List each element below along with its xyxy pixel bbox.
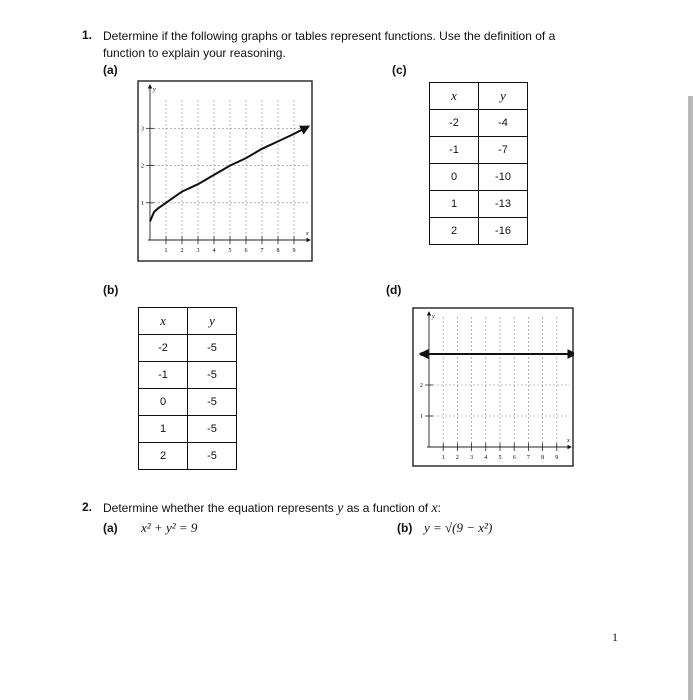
- table-c-cell-x: 1: [430, 191, 479, 218]
- question-2-text-end: :: [437, 501, 442, 515]
- table-c-row: [430, 137, 528, 164]
- vertical-scrollbar[interactable]: [688, 96, 693, 700]
- graph-d-x-tick-label: 1: [441, 455, 445, 461]
- graph-d-y-tick-label: 2: [420, 383, 423, 389]
- table-b-row: [139, 362, 237, 389]
- table-b-cell-y: -5: [188, 443, 237, 470]
- graph-d-x-tick-label: 4: [484, 455, 488, 461]
- q2-part-a-label: (a): [103, 521, 118, 535]
- table-c-row: [430, 191, 528, 218]
- table-b-cell-x: 1: [139, 416, 188, 443]
- graph-a-y-axis-label: y: [153, 87, 156, 93]
- table-c-row: [430, 110, 528, 137]
- question-2-number: 2.: [82, 500, 93, 514]
- question-2-text-mid: as a function of: [346, 501, 429, 515]
- table-b-cell-y: -5: [188, 362, 237, 389]
- question-2-var-x: x: [431, 501, 438, 516]
- part-c-label: (c): [392, 63, 407, 77]
- table-b-cell-x: -2: [139, 335, 188, 362]
- table-c: [429, 82, 528, 245]
- table-b-cell-y: -5: [188, 335, 237, 362]
- graph-a-x-tick-label: 2: [180, 248, 184, 254]
- graph-a-x-tick-label: 8: [276, 248, 280, 254]
- table-c-cell-y: -10: [479, 164, 528, 191]
- graph-a-x-tick-label: 6: [244, 248, 248, 254]
- table-c-cell-y: -16: [479, 218, 528, 245]
- graph-d-x-tick-label: 5: [498, 455, 502, 461]
- table-b: [138, 307, 237, 470]
- graph-a-frame: [138, 81, 312, 261]
- graph-d-x-tick-label: 7: [526, 455, 530, 461]
- graph-d-x-tick-label: 3: [470, 455, 474, 461]
- table-b-cell-x: 2: [139, 443, 188, 470]
- q2-part-b-label: (b): [397, 521, 413, 535]
- table-b-row: [139, 335, 237, 362]
- table-c-header-x: x: [430, 83, 479, 110]
- graph-d-y-axis-label: y: [432, 314, 435, 320]
- graph-a-y-tick-label: 3: [141, 126, 144, 133]
- graph-d-x-tick-label: 2: [455, 455, 459, 461]
- part-b-label: (b): [103, 283, 119, 297]
- table-b-row: [139, 443, 237, 470]
- table-b-cell-y: -5: [188, 416, 237, 443]
- question-2-text: [103, 500, 441, 517]
- table-b-header-row: [139, 308, 237, 335]
- question-2-var-y: y: [337, 501, 344, 516]
- graph-d-x-axis-label: x: [567, 438, 570, 444]
- graph-a-y-tick-label: 1: [141, 200, 144, 207]
- question-1-text: [103, 28, 683, 62]
- graph-a-x-tick-label: 4: [212, 248, 216, 254]
- part-d-label: (d): [386, 283, 402, 297]
- graph-a: [137, 80, 313, 262]
- graph-d-y-tick-label: 1: [420, 414, 423, 420]
- table-c-cell-y: -13: [479, 191, 528, 218]
- table-c-cell-x: 2: [430, 218, 479, 245]
- graph-a-x-tick-label: 5: [228, 248, 232, 254]
- question-1-number: 1.: [82, 28, 93, 42]
- graph-d-frame: [413, 308, 573, 466]
- table-c-row: [430, 164, 528, 191]
- table-b-cell-x: -1: [139, 362, 188, 389]
- table-c-cell-x: -1: [430, 137, 479, 164]
- graph-d-y-tick-label: 3: [420, 352, 423, 358]
- table-b-row: [139, 416, 237, 443]
- question-2-text-start: Determine whether the equation represents: [103, 501, 334, 515]
- graph-d-x-tick-label: 9: [555, 455, 559, 461]
- graph-a-x-tick-label: 3: [196, 248, 200, 254]
- graph-d: [412, 307, 574, 467]
- graph-d-x-tick-label: 6: [512, 455, 516, 461]
- table-c-header-y: y: [479, 83, 528, 110]
- table-b-cell-x: 0: [139, 389, 188, 416]
- table-c-header-row: [430, 83, 528, 110]
- q2-part-b-equation: y = √(9 − x²): [424, 520, 493, 535]
- question-1-text-line1: Determine if the following graphs or tables represent functions. Use the definition of a: [103, 29, 556, 43]
- table-b-header-x: x: [139, 308, 188, 335]
- page-number: 1: [612, 630, 618, 644]
- table-b-cell-y: -5: [188, 389, 237, 416]
- table-c-cell-x: -2: [430, 110, 479, 137]
- graph-a-y-tick-label: 2: [141, 163, 144, 170]
- table-c-row: [430, 218, 528, 245]
- question-1-text-line2: function to explain your reasoning.: [103, 46, 286, 60]
- graph-a-x-tick-label: 9: [292, 248, 296, 254]
- table-c-cell-y: -7: [479, 137, 528, 164]
- table-c-cell-x: 0: [430, 164, 479, 191]
- q2-part-a-equation: x² + y² = 9: [141, 520, 198, 535]
- part-a-label: (a): [103, 63, 118, 77]
- table-b-header-y: y: [188, 308, 237, 335]
- table-b-row: [139, 389, 237, 416]
- graph-a-x-tick-label: 7: [260, 248, 264, 254]
- graph-a-x-axis-label: x: [306, 231, 309, 237]
- graph-a-x-tick-label: 1: [164, 248, 168, 254]
- graph-d-x-tick-label: 8: [541, 455, 545, 461]
- table-c-cell-y: -4: [479, 110, 528, 137]
- graph-a-series-line: [150, 127, 308, 222]
